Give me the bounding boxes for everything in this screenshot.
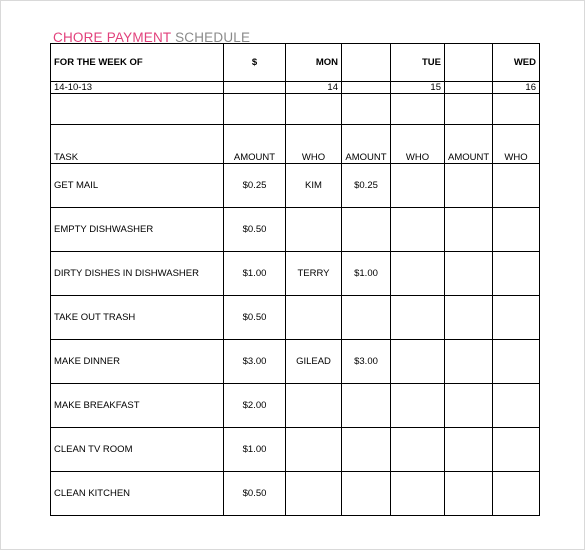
week-label: FOR THE WEEK OF (51, 44, 224, 82)
task-tue-amount (445, 428, 493, 472)
task-mon-who (286, 296, 342, 340)
date-mon: 14 (286, 82, 342, 94)
empty-cell (286, 94, 342, 125)
task-tue-amount (445, 164, 493, 208)
week-date: 14-10-13 (51, 82, 224, 94)
task-tue-who (391, 164, 445, 208)
task-wed-who (493, 164, 540, 208)
task-mon-amount (342, 208, 391, 252)
task-mon-who (286, 208, 342, 252)
col-tue-who: WHO (391, 125, 445, 164)
task-tue-amount (445, 384, 493, 428)
task-mon-who (286, 384, 342, 428)
task-amount: $3.00 (224, 340, 286, 384)
table-row (51, 384, 540, 428)
task-mon-who: GILEAD (286, 340, 342, 384)
empty-cell (224, 82, 286, 94)
empty-cell (445, 82, 493, 94)
task-name: TAKE OUT TRASH (51, 296, 224, 340)
title-part-2: SCHEDULE (175, 30, 251, 45)
blank-row (51, 94, 540, 125)
day-wed: WED (493, 44, 540, 82)
chore-schedule-table (50, 43, 540, 516)
task-name: EMPTY DISHWASHER (51, 208, 224, 252)
task-mon-who: KIM (286, 164, 342, 208)
task-tue-amount (445, 252, 493, 296)
date-wed: 16 (493, 82, 540, 94)
col-task: TASK (51, 125, 224, 164)
empty-cell (391, 94, 445, 125)
task-name: MAKE BREAKFAST (51, 384, 224, 428)
task-mon-who: TERRY (286, 252, 342, 296)
task-mon-amount: $0.25 (342, 164, 391, 208)
task-amount: $1.00 (224, 428, 286, 472)
task-tue-who (391, 340, 445, 384)
task-wed-who (493, 252, 540, 296)
task-tue-amount (445, 472, 493, 516)
day-tue: TUE (391, 44, 445, 82)
task-mon-amount (342, 428, 391, 472)
task-amount: $0.50 (224, 296, 286, 340)
empty-cell (493, 94, 540, 125)
table-row (51, 208, 540, 252)
col-tue-amount: AMOUNT (445, 125, 493, 164)
task-tue-who (391, 384, 445, 428)
task-wed-who (493, 428, 540, 472)
task-name: MAKE DINNER (51, 340, 224, 384)
task-name: GET MAIL (51, 164, 224, 208)
table-row (51, 472, 540, 516)
table-row (51, 428, 540, 472)
table-row (51, 340, 540, 384)
task-tue-who (391, 472, 445, 516)
task-name: DIRTY DISHES IN DISHWASHER (51, 252, 224, 296)
date-row (51, 82, 540, 94)
task-wed-who (493, 340, 540, 384)
day-mon: MON (286, 44, 342, 82)
task-tue-who (391, 428, 445, 472)
date-tue: 15 (391, 82, 445, 94)
task-tue-who (391, 296, 445, 340)
column-header-row (51, 125, 540, 164)
task-mon-who (286, 472, 342, 516)
col-amount: AMOUNT (224, 125, 286, 164)
empty-cell (224, 94, 286, 125)
task-rows (51, 164, 540, 516)
empty-cell (445, 44, 493, 82)
task-tue-amount (445, 340, 493, 384)
task-mon-amount: $1.00 (342, 252, 391, 296)
col-wed-who: WHO (493, 125, 540, 164)
table-row (51, 252, 540, 296)
col-mon-who: WHO (286, 125, 342, 164)
table-row (51, 164, 540, 208)
task-name: CLEAN KITCHEN (51, 472, 224, 516)
task-wed-who (493, 384, 540, 428)
task-amount: $2.00 (224, 384, 286, 428)
empty-cell (51, 94, 224, 125)
empty-cell (342, 82, 391, 94)
task-amount: $1.00 (224, 252, 286, 296)
task-mon-who (286, 428, 342, 472)
task-mon-amount: $3.00 (342, 340, 391, 384)
task-wed-who (493, 208, 540, 252)
table-row (51, 296, 540, 340)
empty-cell (445, 94, 493, 125)
task-tue-who (391, 252, 445, 296)
task-tue-amount (445, 296, 493, 340)
task-name: CLEAN TV ROOM (51, 428, 224, 472)
task-wed-who (493, 472, 540, 516)
empty-cell (342, 44, 391, 82)
col-mon-amount: AMOUNT (342, 125, 391, 164)
task-wed-who (493, 296, 540, 340)
header-row (51, 44, 540, 82)
task-tue-amount (445, 208, 493, 252)
task-tue-who (391, 208, 445, 252)
empty-cell (342, 94, 391, 125)
task-amount: $0.50 (224, 208, 286, 252)
task-mon-amount (342, 384, 391, 428)
task-amount: $0.50 (224, 472, 286, 516)
task-mon-amount (342, 296, 391, 340)
task-mon-amount (342, 472, 391, 516)
title-part-1: CHORE PAYMENT (53, 30, 172, 45)
task-amount: $0.25 (224, 164, 286, 208)
currency-symbol: $ (224, 44, 286, 82)
